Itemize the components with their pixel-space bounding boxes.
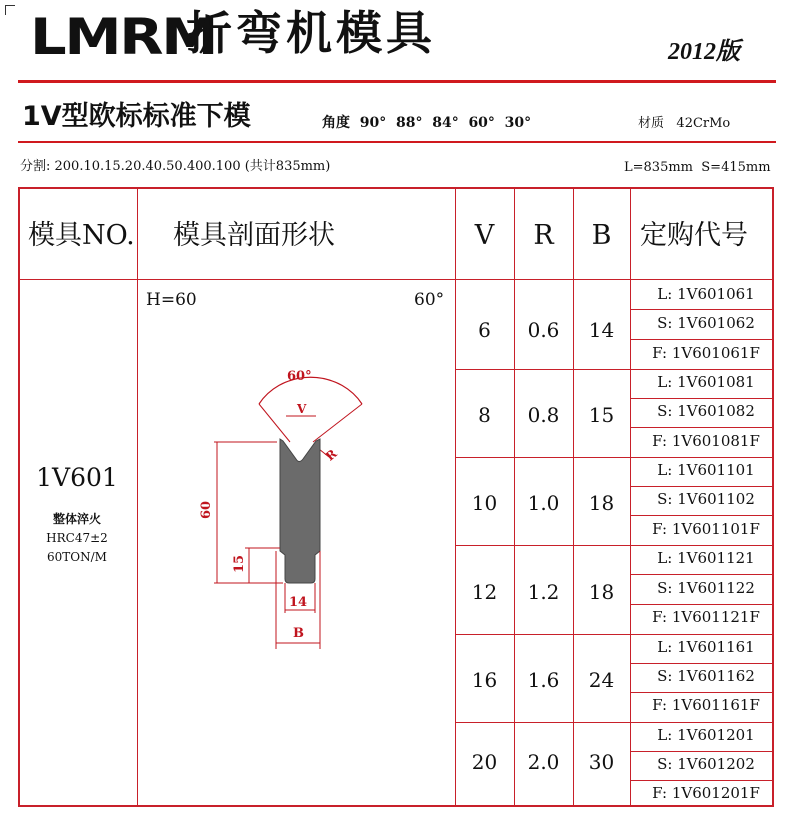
- material-info: [638, 117, 730, 130]
- row-3-b: 18: [588, 491, 615, 515]
- angle-leg-left: [259, 404, 290, 442]
- angle-list: [322, 116, 531, 130]
- row-3-v: 10: [471, 491, 498, 515]
- split-info: 分割: 200.10.15.20.40.50.400.100 (共计835mm): [20, 159, 331, 174]
- row-1-code-l: L: 1V601061: [657, 285, 755, 303]
- die-profile-drawing: [137, 279, 455, 807]
- row-4-v: 12: [471, 580, 498, 604]
- row-3-code-s: S: 1V601102: [657, 490, 755, 508]
- code-divider: [630, 486, 774, 487]
- row-divider: [455, 457, 774, 458]
- row-3-r: 1.0: [527, 491, 560, 515]
- die-number: 1V601: [36, 463, 118, 492]
- header-die-no: 模具NO.: [28, 220, 135, 251]
- row-6-code-s: S: 1V601202: [657, 755, 755, 773]
- length-s: S=415mm: [701, 160, 771, 175]
- r-dim-text: R: [322, 446, 340, 464]
- row-5-v: 16: [471, 668, 498, 692]
- material-label: 材质: [638, 116, 665, 131]
- code-divider: [630, 309, 774, 310]
- length-info: [624, 161, 771, 174]
- code-divider: [630, 780, 774, 781]
- header-v: V: [474, 220, 495, 251]
- row-4-r: 1.2: [527, 580, 560, 604]
- row-1-code-s: S: 1V601062: [657, 314, 755, 332]
- angle-label: 角度: [322, 115, 350, 131]
- subheader-rule: [18, 141, 776, 143]
- row-5-code-l: L: 1V601161: [657, 638, 755, 656]
- row-2-code-f: F: 1V601081F: [652, 432, 760, 450]
- row-1-r: 0.6: [527, 318, 560, 342]
- row-divider: [455, 545, 774, 546]
- edition-label: 2012版: [668, 39, 740, 65]
- die-capacity: 60TON/M: [47, 550, 107, 564]
- length-l: L=835mm: [624, 160, 693, 175]
- row-2-code-l: L: 1V601081: [657, 373, 755, 391]
- row-2-r: 0.8: [527, 403, 560, 427]
- row-6-code-l: L: 1V601201: [657, 726, 755, 744]
- angle-dim-text: 60°: [287, 369, 312, 384]
- header-rule: [18, 80, 776, 83]
- row-2-b: 15: [588, 403, 615, 427]
- row-6-code-f: F: 1V601201F: [652, 784, 760, 802]
- angle-values: 90° 88° 84° 60° 30°: [359, 115, 532, 131]
- row-5-b: 24: [588, 668, 615, 692]
- row-4-code-s: S: 1V601122: [657, 579, 755, 597]
- profile-height-label: H=60: [146, 290, 197, 310]
- row-4-code-f: F: 1V601121F: [652, 608, 760, 626]
- row-2-v: 8: [478, 403, 491, 427]
- corner-mark: [5, 5, 15, 15]
- code-divider: [630, 427, 774, 428]
- row-6-r: 2.0: [527, 750, 560, 774]
- h-dim-text: 60: [199, 500, 214, 519]
- catalog-title: 折弯机模具: [186, 6, 436, 60]
- header-b: B: [591, 220, 612, 251]
- code-divider: [630, 515, 774, 516]
- row-6-b: 30: [588, 750, 615, 774]
- header-order-code: 定购代号: [640, 220, 748, 251]
- row-4-code-l: L: 1V601121: [657, 549, 755, 567]
- code-divider: [630, 398, 774, 399]
- brand-logo: LMRM: [30, 8, 217, 66]
- row-5-code-s: S: 1V601162: [657, 667, 755, 685]
- width-dim-text: 14: [289, 595, 308, 610]
- code-divider: [630, 692, 774, 693]
- step-dim-text: 15: [232, 554, 247, 573]
- row-5-r: 1.6: [527, 668, 560, 692]
- row-3-code-f: F: 1V601101F: [652, 520, 760, 538]
- row-5-code-f: F: 1V601161F: [652, 696, 760, 714]
- die-hardness: HRC47±2: [46, 531, 108, 545]
- code-divider: [630, 751, 774, 752]
- v-dim-text: V: [297, 402, 307, 416]
- col-divider-5: [630, 187, 631, 807]
- material-value: 42CrMo: [676, 116, 731, 131]
- row-4-b: 18: [588, 580, 615, 604]
- header-profile: 模具剖面形状: [173, 220, 335, 251]
- header-r: R: [533, 220, 554, 251]
- row-2-code-s: S: 1V601082: [657, 402, 755, 420]
- row-divider: [455, 369, 774, 370]
- code-divider: [630, 574, 774, 575]
- row-divider: [455, 722, 774, 723]
- angle-leg-right: [313, 404, 362, 442]
- b-dim-text: B: [293, 626, 304, 641]
- row-1-v: 6: [478, 318, 491, 342]
- code-divider: [630, 339, 774, 340]
- section-title: 1V型欧标标准下模: [22, 101, 251, 132]
- profile-angle-label: 60°: [414, 290, 445, 310]
- row-1-code-f: F: 1V601061F: [652, 344, 760, 362]
- row-1-b: 14: [588, 318, 615, 342]
- row-6-v: 20: [471, 750, 498, 774]
- row-3-code-l: L: 1V601101: [657, 461, 755, 479]
- row-divider: [455, 634, 774, 635]
- code-divider: [630, 663, 774, 664]
- die-body: [280, 439, 320, 583]
- die-treatment: 整体淬火: [52, 512, 101, 526]
- code-divider: [630, 604, 774, 605]
